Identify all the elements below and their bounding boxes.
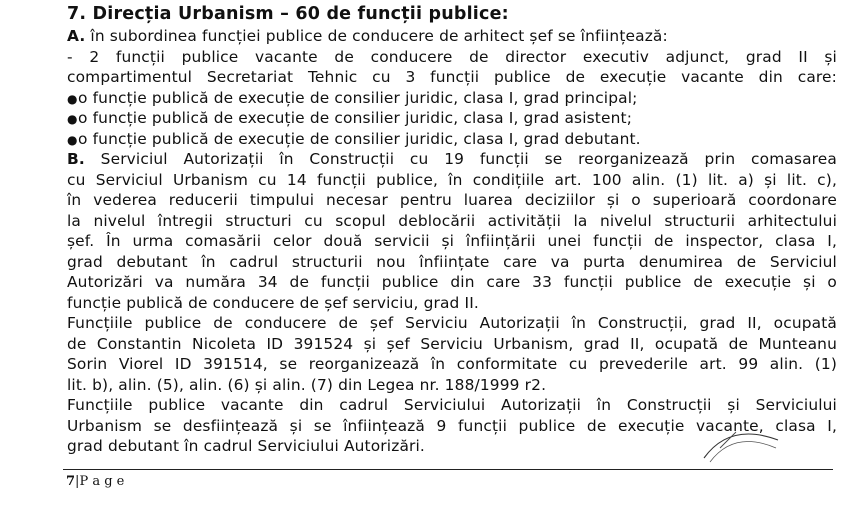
paragraph-2-line: Sorin Viorel ID 391514, se reorganizează în conformitate cu prevederile art. 99 alin. (1)	[67, 355, 837, 373]
bullet-text: o funcție publică de execuție de consilier juridic, clasa I, grad principal;	[78, 88, 638, 107]
bullet-icon: ●	[67, 112, 78, 126]
paragraph-2-line: lit. b), alin. (5), alin. (6) și alin. (7) din Legea nr. 188/1999 r2.	[67, 375, 547, 394]
section-a-line-1: - 2 funcții publice vacante de conducere de director executiv adjunct, grad II și	[67, 47, 837, 66]
section-b-marker: B.	[67, 150, 85, 168]
section-b-line: grad debutant în cadrul structurii nou înființate care va purta denumirea de Serviciul	[67, 252, 837, 271]
paragraph-3-line: Urbanism se desființează și se înființează 9 funcții publice de execuție vacante, clasa I,	[67, 416, 837, 435]
section-b-text: Serviciul Autorizații în Construcții cu 19 funcții se reorganizează prin comasarea	[100, 150, 837, 168]
section-b-line: în vederea reducerii timpului necesar pentru luarea deciziilor și o superioară coordonare	[67, 191, 837, 209]
bullet-item	[67, 88, 837, 109]
footer-divider	[63, 469, 833, 470]
paragraph-2-line: Funcțiile publice de conducere de șef Serviciu Autorizații în Construcții, grad II, ocupată	[67, 314, 837, 332]
page-label: P a g e	[79, 474, 125, 489]
section-a-marker: A.	[67, 27, 86, 45]
section-a-intro-line	[67, 26, 837, 47]
bullet-icon: ●	[67, 91, 78, 106]
section-b-line: șef. În urma comasării celor două servicii și înființării unei funcții de inspector, clasa I,	[67, 232, 837, 250]
footer-separator: |	[75, 474, 80, 489]
stamp-icon	[700, 418, 782, 466]
bullet-icon: ●	[67, 132, 78, 147]
section-b-line	[67, 149, 837, 170]
bullet-text: o funcție publică de execuție de consilier juridic, clasa I, grad asistent;	[78, 109, 633, 127]
document-body	[67, 26, 837, 457]
page-footer	[66, 474, 124, 489]
bullet-item	[67, 129, 837, 150]
bullet-text: o funcție publică de execuție de consilier juridic, clasa I, grad debutant.	[78, 129, 641, 148]
section-b-line: funcție publică de conducere de șef serviciu, grad II.	[67, 293, 479, 312]
bullet-item	[67, 108, 837, 129]
section-heading: 7. Direcția Urbanism – 60 de funcții publice:	[67, 4, 509, 24]
page-number: 7	[66, 474, 76, 489]
paragraph-2-line: de Constantin Nicoleta ID 391524 și șef Serviciu Urbanism, grad II, ocupată de Munteanu	[67, 334, 837, 353]
section-a-line-2: compartimentul Secretariat Tehnic cu 3 funcții publice de execuție vacante din care:	[67, 68, 837, 86]
paragraph-3-line: Funcțiile publice vacante din cadrul Serviciului Autorizații în Construcții și Serviciului	[67, 396, 837, 414]
section-b-line: cu Serviciul Urbanism cu 14 funcții publice, în condițiile art. 100 alin. (1) lit. a) și lit. c),	[67, 170, 837, 189]
section-b-line: la nivelul întregii structuri cu scopul deblocării activității la nivelul structurii arhitectului	[67, 211, 837, 230]
section-b-line: Autorizări va număra 34 de funcții publice din care 33 funcții publice de execuție și o	[67, 273, 837, 291]
paragraph-3-line: grad debutant în cadrul Serviciului Autorizări.	[67, 437, 425, 455]
section-a-intro: în subordinea funcției publice de conducere de arhitect șef se înființează:	[90, 27, 668, 45]
